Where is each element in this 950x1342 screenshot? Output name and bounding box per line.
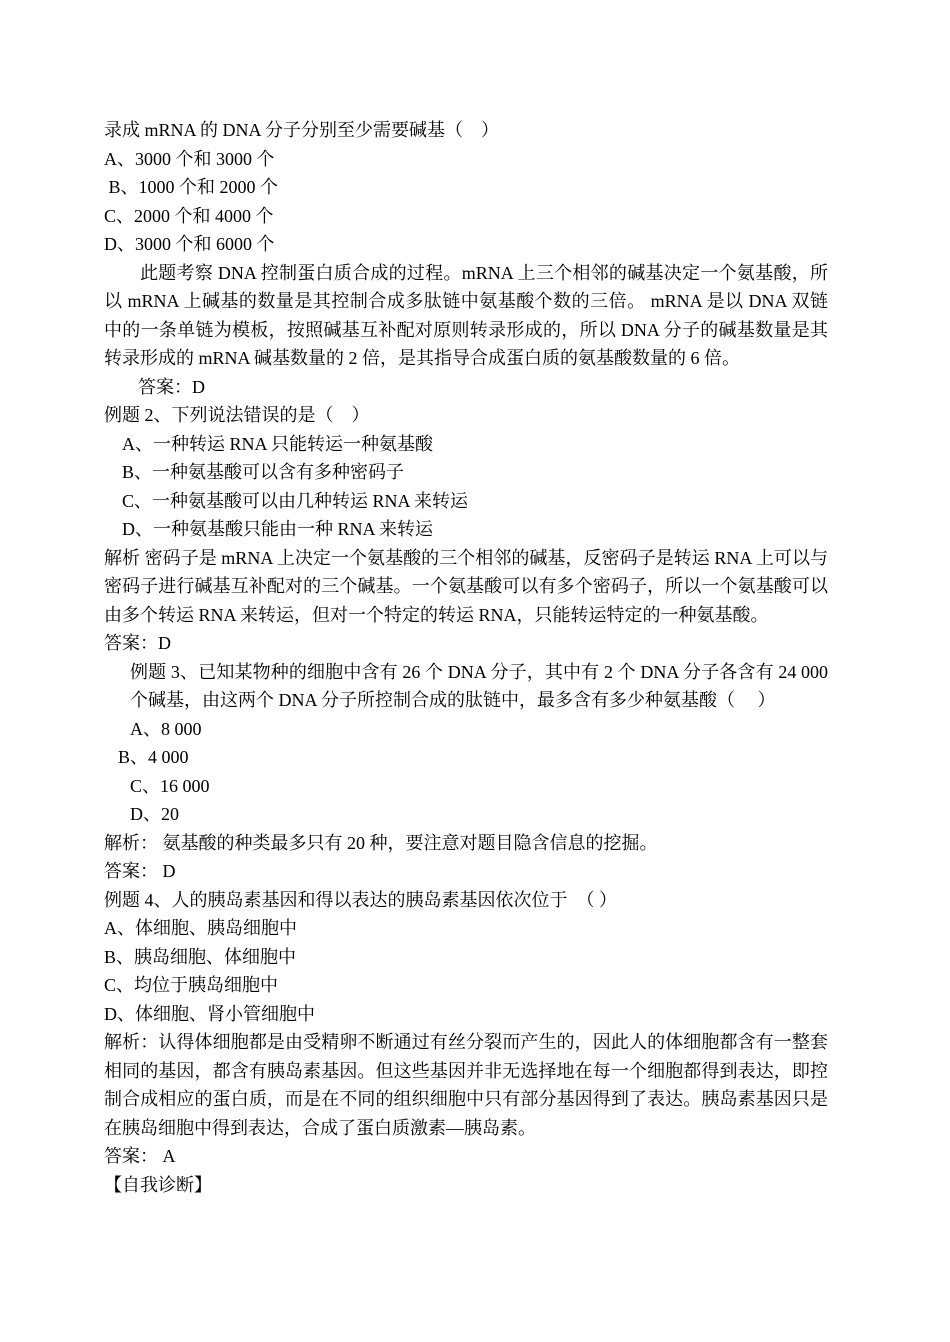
example3-question: 例题 3、已知某物种的细胞中含有 26 个 DNA 分子，其中有 2 个 DNA 分子各含有 24 000 个碱基，由这两个 DNA 分子所控制合成的肽链中，最多含有多少种氨基酸（ ） [130, 661, 828, 710]
document-body [104, 116, 828, 1199]
example1-option-c: C、2000 个和 4000 个 [104, 205, 274, 226]
example2-option-d: D、一种氨基酸只能由一种 RNA 来转运 [122, 519, 434, 539]
example1-question-tail: 录成 mRNA 的 DNA 分子分别至少需要碱基（ ） [104, 120, 500, 140]
example1-analysis: 此题考察 DNA 控制蛋白质合成的过程。mRNA 上三个相邻的碱基决定一个氨基酸，所以 mRNA 上碱基的数量是其控制合成多肽链中氨基酸个数的三倍。 mRNA 是以 DNA 双链中的一条单链为模板，按照碱基互补配对原则转录形成的，所以 DNA 分子的碱基数量是其转录形成的 mRNA 碱基数量的 2 倍，是其指导合成蛋白质的氨基酸数量的 6 倍。 [104, 262, 828, 368]
example3-option-d: D、20 [130, 804, 179, 824]
example3-answer: 答案： D [104, 861, 176, 881]
example2-analysis: 解析 密码子是 mRNA 上决定一个氨基酸的三个相邻的碱基，反密码子是转运 RNA 上可以与密码子进行碱基互补配对的三个碱基。一个氨基酸可以有多个密码子，所以一个氨基酸可以由多个转运 RNA 来转运，但对一个特定的转运 RNA，只能转运特定的一种氨基酸。 [104, 547, 828, 625]
example1-option-a: A、3000 个和 3000 个 [104, 148, 275, 169]
example1-answer: 答案：D [138, 376, 205, 397]
example4-option-a: A、体细胞、胰岛细胞中 [104, 918, 297, 938]
example4-option-d: D、体细胞、肾小管细胞中 [104, 1003, 315, 1024]
example2-option-c: C、一种氨基酸可以由几种转运 RNA 来转运 [122, 490, 469, 511]
section-heading-self-diagnosis: 【自我诊断】 [104, 1174, 212, 1195]
example3-option-b: B、4 000 [118, 747, 189, 767]
example3-option-c: C、16 000 [130, 775, 210, 796]
example2-option-a: A、一种转运 RNA 只能转运一种氨基酸 [122, 433, 434, 454]
example4-question: 例题 4、人的胰岛素基因和得以表达的胰岛素基因依次位于 （ ） [104, 889, 617, 910]
example4-option-c: C、均位于胰岛细胞中 [104, 975, 279, 995]
example4-option-b: B、胰岛细胞、体细胞中 [104, 946, 297, 967]
example2-option-b: B、一种氨基酸可以含有多种密码子 [122, 462, 405, 482]
example2-question: 例题 2、下列说法错误的是（ ） [104, 405, 370, 425]
example2-answer: 答案：D [104, 633, 171, 653]
example3-option-a: A、8 000 [130, 718, 202, 739]
example1-option-d: D、3000 个和 6000 个 [104, 234, 275, 254]
example3-analysis: 解析： 氨基酸的种类最多只有 20 种，要注意对题目隐含信息的挖掘。 [104, 832, 658, 853]
example4-answer: 答案： A [104, 1146, 176, 1166]
example1-option-b: B、1000 个和 2000 个 [104, 177, 279, 197]
example4-analysis: 解析：认得体细胞都是由受精卵不断通过有丝分裂而产生的，因此人的体细胞都含有一整套相同的基因，都含有胰岛素基因。但这些基因并非无选择地在每一个细胞都得到表达，即控制合成相应的蛋白质，而是在不同的组织细胞中只有部分基因得到了表达。胰岛素基因只是在胰岛细胞中得到表达，合成了蛋白质激素—胰岛素。 [104, 1032, 828, 1138]
